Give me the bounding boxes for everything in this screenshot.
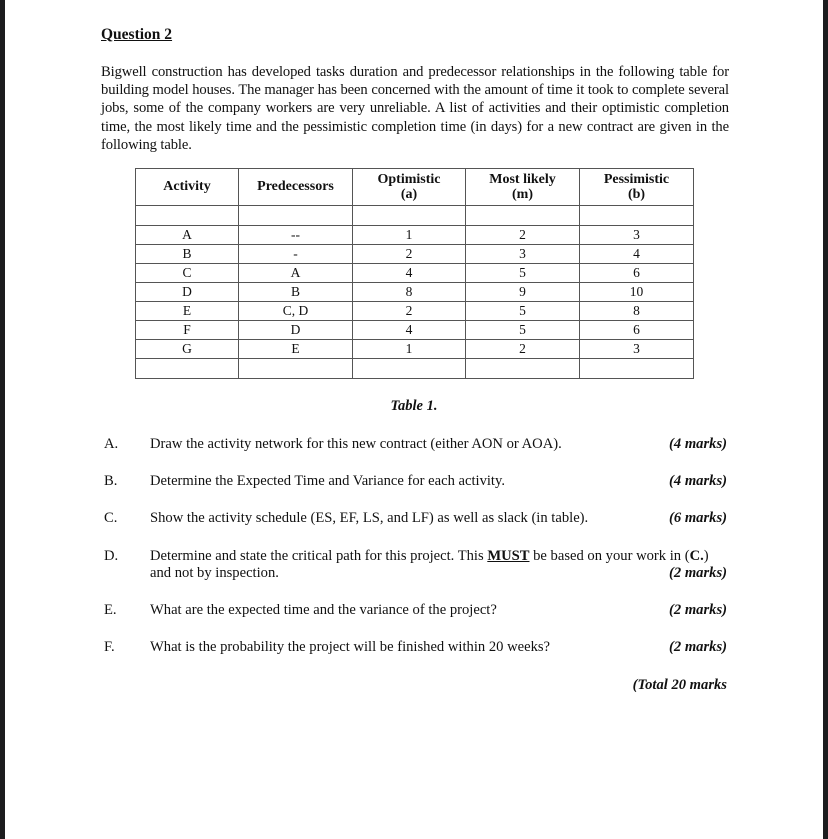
item-marks: (4 marks): [669, 473, 727, 489]
table-row: [136, 283, 694, 302]
left-frame-edge: [0, 0, 5, 839]
cell-activity: G: [136, 340, 239, 359]
right-frame-edge: [823, 0, 828, 839]
cell-optimistic: 1: [353, 340, 466, 359]
item-text: Determine and state the critical path for this project. This MUST be based on your work in (C.) and not by inspection.: [150, 548, 709, 581]
cell-optimistic: 2: [353, 245, 466, 264]
item-text: What is the probability the project will be finished within 20 weeks?: [150, 639, 551, 655]
cell-predecessors: -: [239, 245, 353, 264]
table-row: [136, 245, 694, 264]
cell-optimistic: 2: [353, 302, 466, 321]
cell-predecessors: E: [239, 340, 353, 359]
item-letter: B.: [104, 473, 118, 489]
total-marks: (Total 20 marks: [632, 677, 727, 693]
cell-predecessors: D: [239, 321, 353, 340]
table-header-row: [136, 169, 694, 206]
table-row: [136, 226, 694, 245]
item-marks: (4 marks): [669, 436, 727, 452]
emphasis-must: MUST: [487, 548, 530, 564]
cell-pessimistic: 6: [580, 264, 694, 283]
cell-most-likely: 5: [466, 321, 580, 340]
question-title: Question 2: [101, 26, 173, 43]
table-caption: Table 1.: [390, 398, 438, 414]
cell-activity: D: [136, 283, 239, 302]
intro-paragraph: Bigwell construction has developed tasks duration and predecessor relationships in the following table for building model houses. The manager has been concerned with the amount of time it took to complete several jobs, some of the company workers are very unreliable. A list of activities and their optimistic completion time, the most likely time and the pessimistic completion time (in days) for a new contract are given in the following table.: [101, 64, 729, 153]
item-text: What are the expected time and the variance of the project?: [150, 602, 497, 618]
table-row-empty: [136, 359, 694, 379]
cell-activity: A: [136, 226, 239, 245]
table-row: [136, 264, 694, 283]
cell-activity: B: [136, 245, 239, 264]
cell-pessimistic: 10: [580, 283, 694, 302]
item-marks: (2 marks): [669, 565, 727, 581]
cell-predecessors: A: [239, 264, 353, 283]
cell-optimistic: 4: [353, 264, 466, 283]
cell-pessimistic: 3: [580, 340, 694, 359]
activity-table: [135, 168, 694, 379]
cell-predecessors: C, D: [239, 302, 353, 321]
item-marks: (2 marks): [669, 602, 727, 618]
item-letter: D.: [104, 548, 119, 564]
cell-most-likely: 5: [466, 264, 580, 283]
table-row: [136, 340, 694, 359]
cell-pessimistic: 3: [580, 226, 694, 245]
cell-pessimistic: 8: [580, 302, 694, 321]
cell-predecessors: B: [239, 283, 353, 302]
header-optimistic: Optimistic (a): [353, 169, 466, 206]
cell-most-likely: 9: [466, 283, 580, 302]
cell-pessimistic: 6: [580, 321, 694, 340]
header-most-likely: Most likely (m): [466, 169, 580, 206]
cell-pessimistic: 4: [580, 245, 694, 264]
item-marks: (6 marks): [669, 510, 727, 526]
cell-optimistic: 1: [353, 226, 466, 245]
table-row: [136, 321, 694, 340]
table-row-empty: [136, 206, 694, 226]
cell-most-likely: 3: [466, 245, 580, 264]
item-marks: (2 marks): [669, 639, 727, 655]
cell-most-likely: 2: [466, 226, 580, 245]
cell-predecessors: --: [239, 226, 353, 245]
item-letter: A.: [104, 436, 119, 452]
cell-optimistic: 4: [353, 321, 466, 340]
table-row: [136, 302, 694, 321]
item-letter: C.: [104, 510, 118, 526]
cell-activity: C: [136, 264, 239, 283]
item-letter: F.: [104, 639, 115, 655]
cell-optimistic: 8: [353, 283, 466, 302]
cell-most-likely: 2: [466, 340, 580, 359]
cell-most-likely: 5: [466, 302, 580, 321]
cell-activity: E: [136, 302, 239, 321]
item-letter: E.: [104, 602, 117, 618]
header-activity: Activity: [136, 169, 239, 206]
item-text: Draw the activity network for this new contract (either AON or AOA).: [150, 436, 562, 452]
cell-activity: F: [136, 321, 239, 340]
header-pessimistic: Pessimistic (b): [580, 169, 694, 206]
header-predecessors: Predecessors: [239, 169, 353, 206]
item-text: Determine the Expected Time and Variance for each activity.: [150, 473, 505, 489]
item-text: Show the activity schedule (ES, EF, LS, and LF) as well as slack (in table).: [150, 510, 589, 526]
